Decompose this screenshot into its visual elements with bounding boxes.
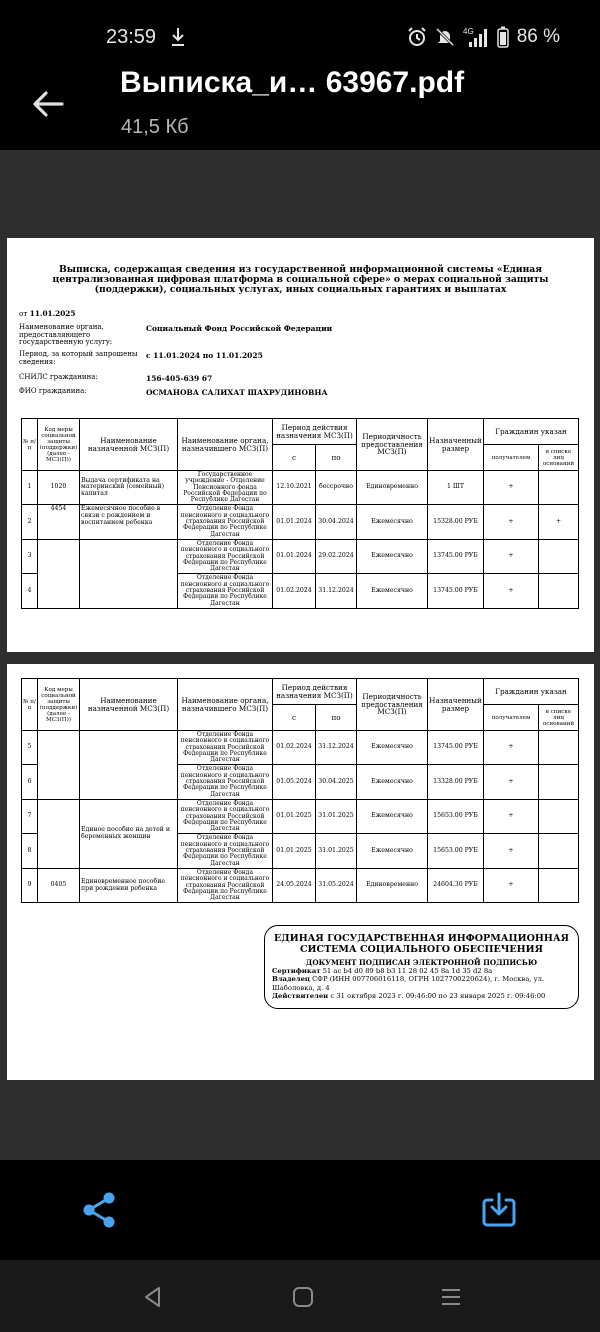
date-prefix: от [19, 309, 28, 318]
nav-back-icon[interactable] [140, 1284, 166, 1310]
fio-value: ОСМАНОВА САЛИХАТ ШАХРУДИНОВНА [146, 388, 328, 397]
document-date: 11.01.2025 [29, 309, 76, 318]
row-periodicity: Ежемесячно [357, 539, 428, 573]
nav-home-icon[interactable] [290, 1284, 316, 1310]
status-icons [407, 24, 560, 50]
col-name-header: Наименование назначенной МСЗ(П) [80, 679, 178, 731]
signal-icon [463, 26, 489, 48]
cert-value: 51 ac b4 d0 89 b8 b3 11 28 02 45 8a 1d 35 d2 8a [322, 967, 493, 975]
row-from: 01.01.2024 [273, 539, 316, 573]
network-type: 4G [462, 27, 474, 36]
row-recipient: + [484, 765, 539, 799]
row-recipient: + [484, 471, 539, 505]
cert-label: Сертификат [272, 967, 321, 975]
row-in-list [539, 868, 579, 902]
row-amount: 15328.00 РУБ [428, 505, 484, 539]
row-code [38, 799, 80, 868]
row-org: Отделение Фонда пенсионного и социального страхования Российской Федерации по Республике Дагестан [178, 539, 273, 573]
back-arrow-icon[interactable] [28, 86, 68, 122]
row-amount: 15653.00 РУБ [428, 834, 484, 868]
battery-percent: 86 % [516, 26, 560, 47]
mute-icon [435, 27, 455, 47]
row-num: 3 [22, 539, 38, 573]
col-amount-header: Назначенный размер [428, 419, 484, 471]
row-to: 30.04.2024 [316, 505, 357, 539]
table-row [22, 471, 579, 505]
row-from: 01.01.2025 [273, 799, 316, 833]
row-code [38, 731, 80, 800]
row-amount: 13745.00 РУБ [428, 539, 484, 573]
row-recipient: + [484, 731, 539, 765]
row-from: 01.02.2024 [273, 731, 316, 765]
stamp-title: ЕДИНАЯ ГОСУДАРСТВЕННАЯ ИНФОРМАЦИОННАЯ СИСТЕМА СОЦИАЛЬНОГО ОБЕСПЕЧЕНИЯ [274, 933, 569, 955]
row-recipient: + [484, 505, 539, 539]
row-num: 2 [22, 505, 38, 539]
org-label: Наименование органа, предоставляющего государственную услугу: [19, 323, 113, 346]
period-label: Период, за который запрошены сведения: [19, 350, 138, 366]
row-periodicity: Единовременно [357, 471, 428, 505]
save-to-device-icon[interactable] [479, 1190, 519, 1230]
row-periodicity: Ежемесячно [357, 799, 428, 833]
row-num: 9 [22, 868, 38, 902]
row-amount: 13745.00 РУБ [428, 574, 484, 608]
share-icon[interactable] [80, 1190, 118, 1230]
table-row [22, 731, 579, 765]
row-from: 24.05.2024 [273, 868, 316, 902]
col-periodicity-header: Периодичность предоставления МСЗ(П) [357, 679, 428, 731]
row-recipient: + [484, 799, 539, 833]
col-citizen-header: Гражданин указан [484, 679, 579, 705]
col-org-header: Наименование органа, назначившего МСЗ(П) [178, 679, 273, 731]
period-value: с 11.01.2024 по 11.01.2025 [146, 351, 263, 360]
row-periodicity: Ежемесячно [357, 765, 428, 799]
row-name: Ежемесячное пособие в связи с рождением и воспитанием ребенка [80, 505, 178, 539]
table-row [22, 505, 579, 539]
valid-label: Действителен [272, 991, 329, 1000]
row-in-list [539, 834, 579, 868]
col-to-header: по [316, 445, 357, 471]
row-to: 31.01.2025 [316, 799, 357, 833]
row-num: 4 [22, 574, 38, 608]
row-in-list [539, 471, 579, 505]
row-num: 6 [22, 765, 38, 799]
table-row [22, 868, 579, 902]
row-amount: 15653.00 РУБ [428, 799, 484, 833]
row-to: 29.02.2024 [316, 539, 357, 573]
col-num-header: № п/п [22, 679, 38, 731]
pdf-page-1 [7, 238, 594, 652]
row-from: 01.02.2024 [273, 574, 316, 608]
col-num-header: № п/п [22, 419, 38, 471]
row-to: 31.12.2024 [316, 731, 357, 765]
fio-label: ФИО гражданина: [19, 387, 87, 395]
col-amount-header: Назначенный размер [428, 679, 484, 731]
row-name: Выдача сертификата на материнский (семейный) капитал [80, 471, 178, 505]
row-recipient: + [484, 574, 539, 608]
pdf-page-2 [7, 664, 594, 1080]
row-from: 01.05.2024 [273, 765, 316, 799]
col-period-header: Период действия назначения МСЗ(П) [273, 419, 357, 445]
valid-value: с 31 октября 2023 г. 09:46:00 по 23 января 2025 г. 09:46:00 [330, 991, 546, 1000]
row-org: Отделение Фонда пенсионного и социального страхования Российской Федерации по Республике Дагестан [178, 574, 273, 608]
row-num: 7 [22, 799, 38, 833]
system-navigation-bar [0, 1260, 600, 1332]
bottom-action-bar [0, 1160, 600, 1260]
document-heading: Выписка, содержащая сведения из государственной информационной системы «Единая централизованная цифровая платформа в социальной сфере» о мерах социальной защиты (поддержки), социальных услугах, иных социальных гарантиях и выплатах [52, 264, 549, 295]
row-periodicity: Единовременно [357, 868, 428, 902]
viewer-header [0, 56, 600, 150]
row-recipient: + [484, 868, 539, 902]
row-org: Отделение Фонда пенсионного и социального страхования Российской Федерации по Республике Дагестан [178, 731, 273, 765]
row-name [80, 731, 178, 800]
row-in-list [539, 539, 579, 573]
download-status-icon [170, 26, 186, 48]
row-code: 4454 [38, 505, 80, 539]
stamp-validity [265, 992, 578, 1000]
stamp-subtitle: ДОКУМЕНТ ПОДПИСАН ЭЛЕКТРОННОЙ ПОДПИСЬЮ [305, 958, 538, 967]
snils-value: 156-405-639 67 [146, 374, 213, 383]
table-row [22, 799, 579, 833]
row-from: 01.01.2024 [273, 505, 316, 539]
row-recipient: + [484, 834, 539, 868]
row-periodicity: Ежемесячно [357, 505, 428, 539]
col-in-list-header: в списке лиц оснований [539, 445, 579, 471]
col-code-header: Код меры социальной защиты (поддержки) (далее - МСЗ(П)) [38, 419, 80, 471]
electronic-signature-stamp [264, 925, 579, 1009]
row-org: Отделение Фонда пенсионного и социального страхования Российской Федерации по Республике Дагестан [178, 765, 273, 799]
table-header [22, 419, 579, 471]
row-periodicity: Ежемесячно [357, 834, 428, 868]
row-from: 01.01.2025 [273, 834, 316, 868]
row-amount: 13745.00 РУБ [428, 731, 484, 765]
row-org: Отделение Фонда пенсионного и социального страхования Российской Федерации по Республике Дагестан [178, 505, 273, 539]
row-name: Единое пособие на детей и беременных женщин [80, 799, 178, 868]
row-periodicity: Ежемесячно [357, 574, 428, 608]
row-to: 30.04.2025 [316, 765, 357, 799]
col-to-header: по [316, 705, 357, 731]
row-code: 0405 [38, 868, 80, 902]
owner-label: Владелец [272, 975, 310, 984]
status-time: 23:59 [106, 26, 157, 48]
col-name-header: Наименование назначенной МСЗ(П) [80, 419, 178, 471]
row-org: Государственное учреждение - Отделение Пенсионного фонда Российской Федерации по Республике Дагестан [178, 471, 273, 505]
col-from-header: с [273, 705, 316, 731]
row-to: бессрочно [316, 471, 357, 505]
row-to: 31.05.2024 [316, 868, 357, 902]
col-org-header: Наименование органа, назначившего МСЗ(П) [178, 419, 273, 471]
col-period-header: Период действия назначения МСЗ(П) [273, 679, 357, 705]
table-row [22, 539, 579, 573]
row-to: 31.12.2024 [316, 574, 357, 608]
col-citizen-header: Гражданин указан [484, 419, 579, 445]
col-recipient-header: получателем [484, 705, 539, 731]
row-amount: 13328.00 РУБ [428, 765, 484, 799]
row-in-list [539, 731, 579, 765]
row-to: 31.01.2025 [316, 834, 357, 868]
col-from-header: с [273, 445, 316, 471]
row-in-list [539, 765, 579, 799]
col-code-header: Код меры социальной защиты (поддержки) (далее - МСЗ(П)) [38, 679, 80, 731]
row-num: 5 [22, 731, 38, 765]
row-name: Единовременное пособие при рождении ребенка [80, 868, 178, 902]
row-org: Отделение Фонда пенсионного и социального страхования Российской Федерации по Республике Дагестан [178, 834, 273, 868]
snils-label: СНИЛС гражданина: [19, 373, 98, 381]
table-header [22, 679, 579, 731]
file-size: 41,5 Кб [121, 116, 189, 138]
stamp-certificate [265, 967, 578, 975]
row-org: Отделение Фонда пенсионного и социального страхования Российской Федерации по Республике Дагестан [178, 868, 273, 902]
row-name [80, 539, 178, 608]
row-org: Отделение Фонда пенсионного и социального страхования Российской Федерации по Республике Дагестан [178, 799, 273, 833]
measures-table-page-1 [21, 418, 579, 609]
row-code: 1020 [38, 471, 80, 505]
col-recipient-header: получателем [484, 445, 539, 471]
document-date-line [19, 310, 75, 318]
measures-table-page-2 [21, 678, 579, 903]
file-title: Выписка_и… 63967.pdf [120, 66, 465, 99]
row-amount: 24604.30 РУБ [428, 868, 484, 902]
row-periodicity: Ежемесячно [357, 731, 428, 765]
nav-recents-icon[interactable] [438, 1284, 464, 1310]
owner-value: СФР (ИНН 007706016118, ОГРН 1027700220624), г. Москва, ул. Шаболовка, д. 4 [272, 975, 545, 992]
row-in-list: + [539, 505, 579, 539]
org-value: Социальный Фонд Российской Федерации [146, 324, 333, 333]
battery-icon [497, 26, 509, 48]
col-in-list-header: в списке лиц оснований [539, 705, 579, 731]
row-from: 12.10.2021 [273, 471, 316, 505]
col-periodicity-header: Периодичность предоставления МСЗ(П) [357, 419, 428, 471]
row-num: 8 [22, 834, 38, 868]
row-in-list [539, 799, 579, 833]
row-recipient: + [484, 539, 539, 573]
row-num: 1 [22, 471, 38, 505]
row-in-list [539, 574, 579, 608]
stamp-owner [265, 975, 578, 992]
row-amount: 1 ШТ [428, 471, 484, 505]
alarm-icon [407, 27, 427, 47]
row-code [38, 539, 80, 608]
document-viewport[interactable] [0, 150, 600, 1160]
